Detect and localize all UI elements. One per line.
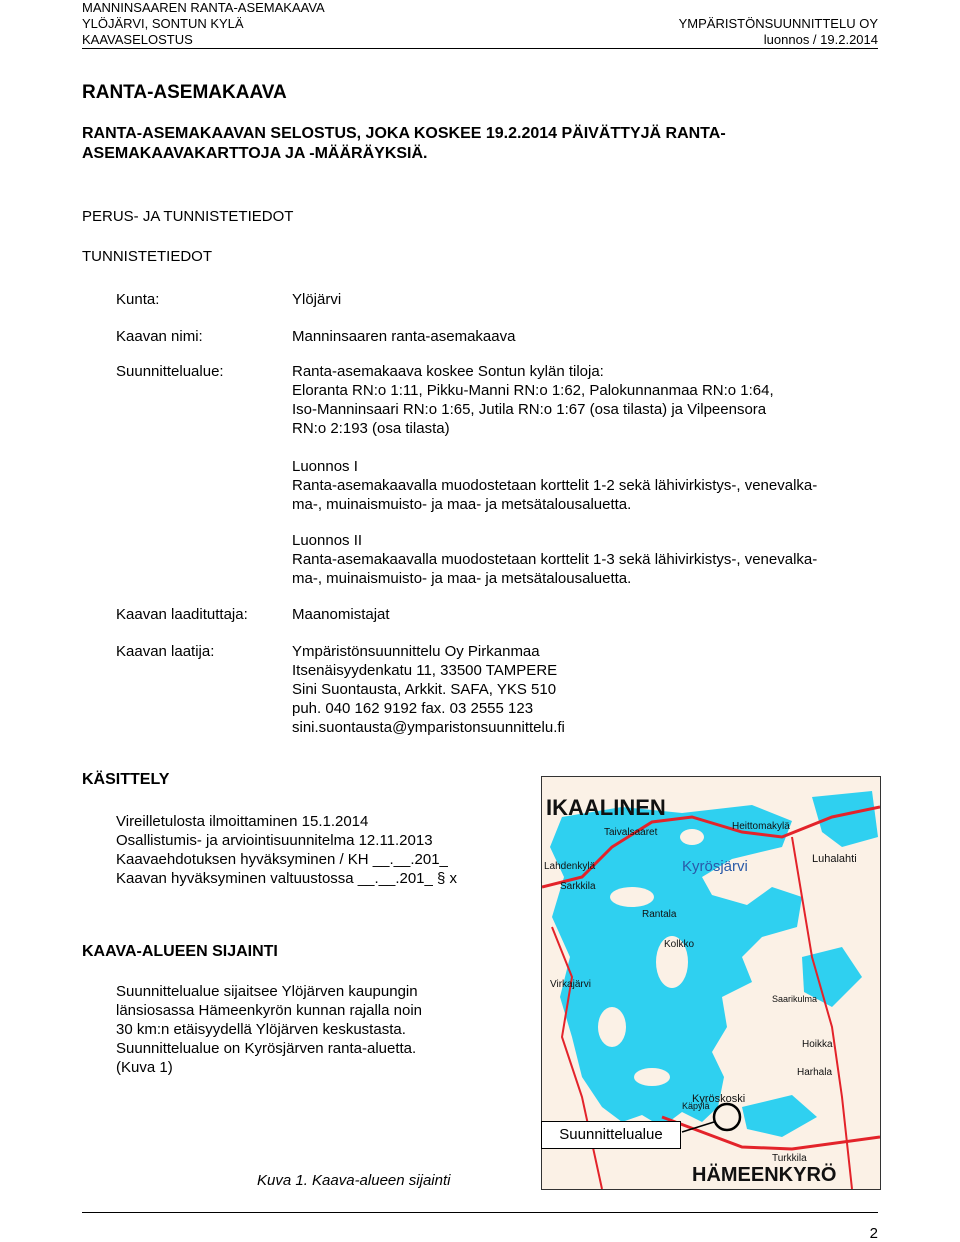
header-doc-type: KAAVASELOSTUS bbox=[82, 32, 193, 47]
place-ikaalinen: IKAALINEN bbox=[546, 795, 666, 820]
sijainti-heading: KAAVA-ALUEEN SIJAINTI bbox=[82, 943, 278, 960]
kunta-label: Kunta: bbox=[116, 291, 160, 308]
laatija-line-4: puh. 040 162 9192 fax. 03 2555 123 bbox=[292, 700, 534, 717]
place-kolkko: Kolkko bbox=[664, 939, 695, 950]
kasittely-line-2: Osallistumis- ja arviointisuunnitelma 12.11.2013 bbox=[116, 832, 433, 849]
laatija-label: Kaavan laatija: bbox=[116, 643, 215, 660]
page-title: RANTA-ASEMAKAAVA bbox=[82, 82, 287, 103]
place-heittomakyla: Heittomakylä bbox=[732, 821, 790, 832]
suunnittelualue-value-1: Ranta-asemakaava koskee Sontun kylän tiloja: bbox=[292, 363, 604, 380]
section-basic-heading: PERUS- JA TUNNISTETIEDOT bbox=[82, 208, 294, 225]
subtitle-line-1: RANTA-ASEMAKAAVAN SELOSTUS, JOKA KOSKEE 19.2.2014 PÄIVÄTTYJÄ RANTA- bbox=[82, 125, 726, 142]
place-turkkila: Turkkila bbox=[772, 1153, 807, 1164]
header-right bbox=[679, 0, 878, 48]
kasittely-line-3: Kaavaehdotuksen hyväksyminen / KH __.__.201_ bbox=[116, 851, 448, 868]
luonnos1-text-1: Ranta-asemakaavalla muodostetaan korttelit 1-2 sekä lähivirkistys-, venevalka- bbox=[292, 477, 818, 494]
sijainti-line-5: (Kuva 1) bbox=[116, 1059, 173, 1076]
header-left bbox=[82, 0, 325, 48]
subtitle-line-2: ASEMAKAAVAKARTTOJA JA -MÄÄRÄYKSIÄ. bbox=[82, 145, 428, 162]
place-taivalsaaret: Taivalsaaret bbox=[604, 827, 658, 838]
place-sarkkila: Sarkkila bbox=[560, 881, 596, 892]
place-harhala: Harhala bbox=[797, 1067, 833, 1078]
header-date: luonnos / 19.2.2014 bbox=[763, 32, 878, 47]
sijainti-line-2: länsiosassa Hämeenkyrön kunnan rajalla noin bbox=[116, 1002, 423, 1019]
map-caption: Kuva 1. Kaava-alueen sijainti bbox=[257, 1172, 451, 1189]
sijainti-line-1: Suunnittelualue sijaitsee Ylöjärven kaupungin bbox=[116, 983, 418, 1000]
suunnittelualue-value-2: Eloranta RN:o 1:11, Pikku-Manni RN:o 1:62, Palokunnanmaa RN:o 1:64, bbox=[292, 382, 774, 399]
sijainti-line-4: Suunnittelualue on Kyrösjärven ranta-aluetta. bbox=[116, 1040, 417, 1057]
page-number: 2 bbox=[869, 1225, 878, 1242]
suunnittelualue-value-3: Iso-Manninsaari RN:o 1:65, Jutila RN:o 1:67 (osa tilasta) ja Vilpeensora bbox=[292, 401, 767, 418]
place-saarikulma: Saarikulma bbox=[772, 994, 818, 1004]
kasittely-line-4: Kaavan hyväksyminen valtuustossa __.__.201_ § x bbox=[116, 870, 458, 887]
kaavan-nimi-label: Kaavan nimi: bbox=[116, 328, 203, 345]
place-kapyla: Käpylä bbox=[682, 1101, 710, 1111]
sijainti-line-3: 30 km:n etäisyydellä Ylöjärven keskustasta. bbox=[116, 1021, 406, 1038]
place-lahdenkyla: Lahdenkylä bbox=[544, 861, 596, 872]
place-kyrosjarvi: Kyrösjärvi bbox=[682, 858, 748, 875]
footer-divider bbox=[82, 1212, 878, 1213]
laatija-line-3: Sini Suontausta, Arkkit. SAFA, YKS 510 bbox=[292, 681, 557, 698]
place-hoikka: Hoikka bbox=[802, 1039, 833, 1050]
header-company: YMPÄRISTÖNSUUNNITTELU OY bbox=[678, 16, 878, 31]
island-3 bbox=[598, 1007, 626, 1047]
luonnos2-text-2: ma-, muinaismuisto- ja maa- ja metsätalousaluetta. bbox=[292, 570, 632, 587]
luonnos1-text-2: ma-, muinaismuisto- ja maa- ja metsätalousaluetta. bbox=[292, 496, 632, 513]
suunnittelualue-value-4: RN:o 2:193 (osa tilasta) bbox=[292, 420, 450, 437]
kasittely-line-1: Vireilletulosta ilmoittaminen 15.1.2014 bbox=[116, 813, 369, 830]
header-location: YLÖJÄRVI, SONTUN KYLÄ bbox=[82, 16, 244, 31]
laadituttaja-value: Maanomistajat bbox=[292, 606, 390, 623]
kunta-value: Ylöjärvi bbox=[292, 291, 342, 308]
kasittely-heading: KÄSITTELY bbox=[82, 771, 170, 788]
island-4 bbox=[680, 829, 704, 845]
island-5 bbox=[634, 1068, 670, 1086]
header-divider bbox=[82, 48, 878, 49]
laatija-line-2: Itsenäisyydenkatu 11, 33500 TAMPERE bbox=[292, 662, 558, 679]
place-kyroskoski: Kyröskoski bbox=[692, 1093, 746, 1105]
kaavan-nimi-value: Manninsaaren ranta-asemakaava bbox=[292, 328, 516, 345]
laadituttaja-label: Kaavan laadituttaja: bbox=[116, 606, 248, 623]
luonnos2-title: Luonnos II bbox=[292, 532, 363, 549]
laatija-email: sini.suontausta@ymparistonsuunnittelu.fi bbox=[292, 719, 565, 736]
section-ident-heading: TUNNISTETIEDOT bbox=[82, 248, 212, 265]
place-hameenkyro: HÄMEENKYRÖ bbox=[692, 1164, 837, 1186]
place-ranta: Rantala bbox=[642, 909, 677, 920]
island-1 bbox=[610, 887, 654, 907]
luonnos2-text-1: Ranta-asemakaavalla muodostetaan korttelit 1-3 sekä lähivirkistys-, venevalka- bbox=[292, 551, 818, 568]
header-plan-name: MANNINSAAREN RANTA-ASEMAKAAVA bbox=[82, 0, 325, 15]
place-luhalahti: Luhalahti bbox=[812, 853, 857, 865]
map-callout-label: Suunnittelualue bbox=[541, 1121, 681, 1149]
luonnos1-title: Luonnos I bbox=[292, 458, 358, 475]
suunnittelualue-label: Suunnittelualue: bbox=[116, 363, 224, 380]
laatija-line-1: Ympäristönsuunnittelu Oy Pirkanmaa bbox=[292, 643, 540, 660]
place-virkajarvi: Virkajärvi bbox=[550, 979, 591, 990]
